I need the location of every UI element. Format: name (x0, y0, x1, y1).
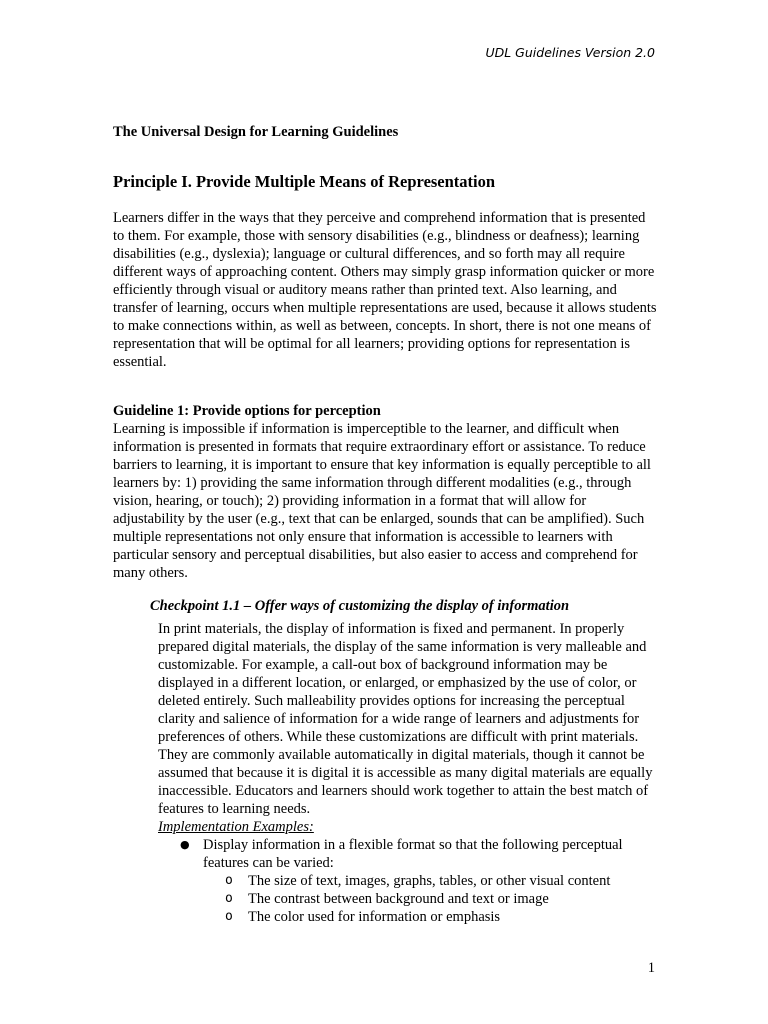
running-header: UDL Guidelines Version 2.0 (485, 45, 655, 60)
list-item (158, 836, 658, 926)
page-number: 1 (647, 960, 655, 976)
list-item-text: Display information in a flexible format so that the following perceptual features can be varied: (203, 837, 623, 871)
principle-heading: Principle I. Provide Multiple Means of Representation (113, 172, 496, 191)
checkpoint-section (158, 620, 658, 926)
sub-list-item-text: The contrast between background and text or image (248, 891, 549, 907)
sub-list-item-text: The size of text, images, graphs, tables, or other visual content (248, 873, 611, 889)
sub-list-item (203, 890, 658, 908)
checkpoint-heading: Checkpoint 1.1 – Offer ways of customizing the display of information (150, 598, 570, 614)
sub-list-item (203, 908, 658, 926)
circle-bullet-icon: o (225, 891, 233, 906)
implementation-list (158, 836, 658, 926)
sub-list-item (203, 872, 658, 890)
checkpoint-body: In print materials, the display of information is fixed and permanent. In properly prepared digital materials, the display of the same information is very malleable and customizable. For example, a call-out box of background information may be displayed in a different location, or enlarged, or emphasized by the use of color, or deleted entirely. Such malleability provides options for increasing the perceptual clarity and salience of information for a wide range of learners and adjustments for preferences of others. While these customizations are difficult with print materials. They are commonly available automatically in digital materials, though it cannot be assumed that because it is digital it is accessible as many digital materials are equally inaccessible. Educators and learners should work together to attain the best match of features to learning needs. (158, 621, 653, 817)
circle-bullet-icon: o (225, 873, 233, 888)
implementation-label: Implementation Examples: (158, 819, 314, 835)
sub-list (203, 872, 658, 926)
sub-list-item-text: The color used for information or emphasis (248, 909, 501, 925)
document-title: The Universal Design for Learning Guidelines (113, 124, 399, 140)
guideline-section (113, 402, 658, 582)
bullet-icon: ● (180, 838, 190, 851)
guideline-heading: Guideline 1: Provide options for perception (113, 403, 381, 419)
circle-bullet-icon: o (225, 909, 233, 924)
guideline-body: Learning is impossible if information is imperceptible to the learner, and difficult when information is presented in formats that require extraordinary effort or assistance. To reduce barriers to learning, it is important to ensure that key information is equally perceptible to all learners by: 1) providing the same information through different modalities (e.g., through vision, hearing, or touch); 2) providing information in a format that will allow for adjustability by the user (e.g., text that can be enlarged, sounds that can be amplified). Such multiple representations not only ensure that information is accessible to learners with particular sensory and perceptual disabilities, but also easier to access and comprehend for many others. (113, 421, 651, 581)
intro-paragraph: Learners differ in the ways that they perceive and comprehend information that is presented to them. For example, those with sensory disabilities (e.g., blindness or deafness); learning disabilities (e.g., dyslexia); language or cultural differences, and so forth may all require different ways of approaching content. Others may simply grasp information quicker or more efficiently through visual or auditory means rather than printed text. Also learning, and transfer of learning, occurs when multiple representations are used, because it allows students to make connections within, as well as between, concepts. In short, there is not one means of representation that will be optimal for all learners; providing options for representation is essential. (113, 210, 657, 370)
